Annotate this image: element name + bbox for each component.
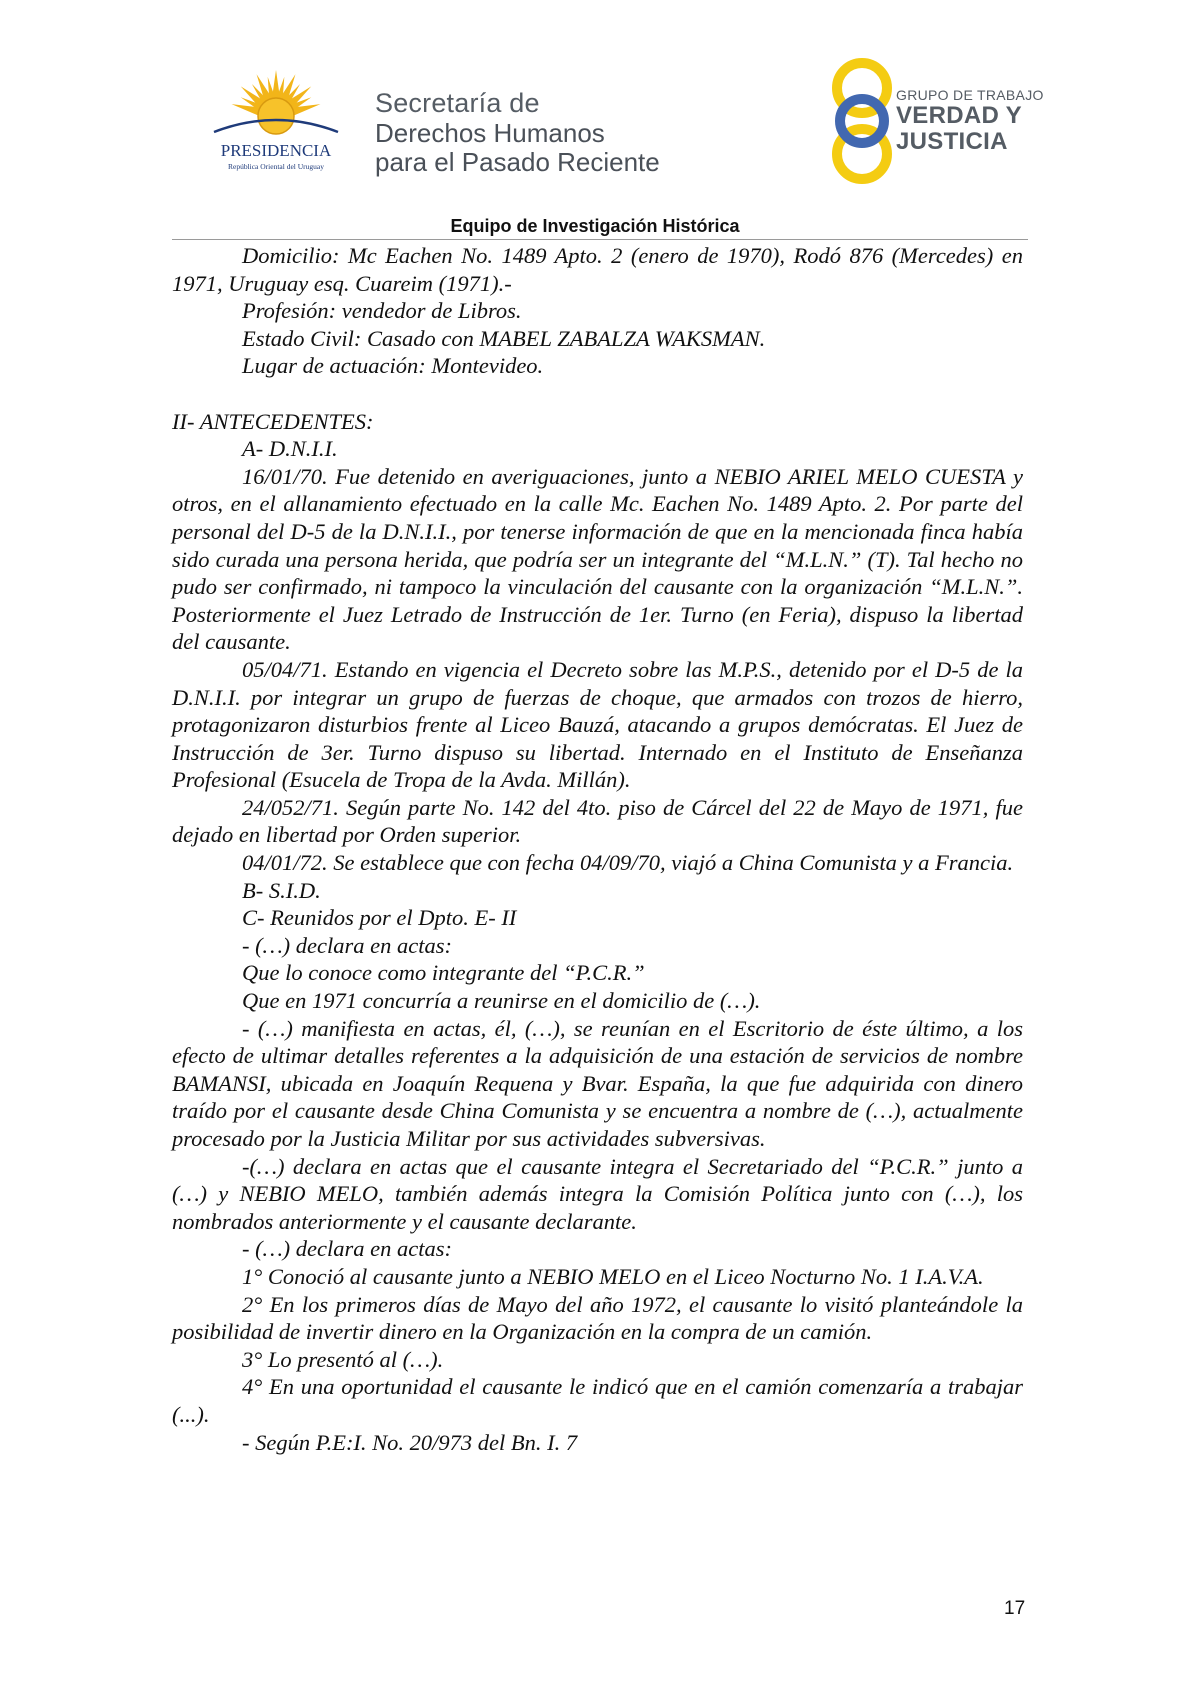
secretaria-line-3: para el Pasado Reciente (375, 147, 660, 177)
declara-actas-1: - (…) declara en actas: (242, 932, 452, 958)
grupo-line-1: GRUPO DE TRABAJO (896, 87, 1044, 103)
antecedentes-heading: II- ANTECEDENTES: (172, 408, 374, 434)
lugar-actuacion-line: Lugar de actuación: Montevideo. (242, 353, 544, 379)
paragraph-160170: 16/01/70. Fue detenido en averiguaciones, junto a NEBIO ARIEL MELO CUESTA y otros, en el allanamiento efectuado en la calle Mc. Eachen No. 1489 Apto. 2. Por parte del personal del D-5 de la D.N.I.I., por tenerse información de que en la mencionada finca había sido curada una persona herida, que podría ser un integrante del “M.L.N.” (T). Tal hecho no pudo ser confirmado, ni tampoco la vinculación del causante con la organización “M.L.N.”. Posteriormente el Juez Letrado de Instrucción de 1er. Turno (en Feria), dispuso la libertad del causante. (172, 463, 1023, 655)
item-4: 4° En una oportunidad el causante le indicó que en el camión comenzaría a trabajar (...). (172, 1374, 1023, 1427)
section-b-heading: B- S.I.D. (242, 877, 321, 903)
manifiesta-paragraph: - (…) manifiesta en actas, él, (…), se reunían en el Escritorio de éste último, a los efecto de ultimar detalles referentes a la adquisición de una estación de servicios de nombre BAMANSI, ubicada en Joaquín Requena y Bvar. España, la que fue adquirida con dinero traído por el causante desde China Comunista y se encuentra a nombre de (…), actualmente procesado por la Justicia Militar por sus actividades subversivas. (172, 1015, 1023, 1151)
profesion-line: Profesión: vendedor de Libros. (242, 298, 522, 324)
segun-pei-line: - Según P.E:I. No. 20/973 del Bn. I. 7 (242, 1429, 578, 1455)
paragraph-040172: 04/01/72. Se establece que con fecha 04/09/70, viajó a China Comunista y a Francia. (242, 850, 1014, 876)
blank-line (172, 380, 1023, 408)
grupo-trabajo-title (896, 87, 1044, 155)
item-1: 1° Conoció al causante junto a NEBIO MELO en el Liceo Nocturno No. 1 I.A.V.A. (242, 1263, 984, 1289)
paragraph-240571: 24/052/71. Según parte No. 142 del 4to. piso de Cárcel del 22 de Mayo de 1971, fue dejado en libertad por Orden superior. (172, 794, 1023, 848)
estado-civil-line: Estado Civil: Casado con MABEL ZABALZA WAKSMAN. (242, 325, 766, 351)
grupo-line-2: VERDAD Y (896, 102, 1022, 129)
section-c-heading: C- Reunidos por el Dpto. E- II (242, 905, 517, 931)
item-3: 3° Lo presentó al (…). (242, 1346, 444, 1372)
header-divider (172, 239, 1028, 240)
grupo-line-3: JUSTICIA (896, 128, 1008, 155)
secretaria-line-1: Secretaría de (375, 88, 540, 118)
presidencia-name: PRESIDENCIA (220, 141, 332, 160)
presidencia-subtitle: República Oriental del Uruguay (227, 162, 325, 171)
secretaria-title (375, 88, 660, 177)
page-number: 17 (1004, 1598, 1026, 1619)
domicilio-paragraph: Domicilio: Mc Eachen No. 1489 Apto. 2 (enero de 1970), Rodó 876 (Mercedes) en 1971, Uruguay esq. Cuareim (1971).- (172, 243, 1023, 296)
conoce-integrante-line: Que lo conoce como integrante del “P.C.R.” (242, 960, 645, 986)
secretariado-paragraph: -(…) declara en actas que el causante integra el Secretariado del “P.C.R.” junto a (…) y NEBIO MELO, también además integra la Comisión Política junto con (…), los nombrados anteriormente y el causante declarante. (172, 1153, 1023, 1234)
item-2: 2° En los primeros días de Mayo del año 1972, el causante lo visitó planteándole la posibilidad de invertir dinero en la Organización en la compra de un camión. (172, 1291, 1023, 1345)
letterhead (0, 0, 1190, 190)
team-title: Equipo de Investigación Histórica (450, 216, 740, 236)
concurria-line: Que en 1971 concurría a reunirse en el domicilio de (…). (242, 988, 761, 1014)
document-body (172, 242, 1023, 1456)
presidencia-sun-logo (196, 68, 356, 188)
section-a-heading: A- D.N.I.I. (242, 436, 338, 462)
secretaria-line-2: Derechos Humanos (375, 118, 605, 148)
paragraph-050471: 05/04/71. Estando en vigencia el Decreto sobre las M.P.S., detenido por el D-5 de la D.N.I.I. por integrar un grupo de fuerzas de choque, que armados con trozos de hierro, protagonizaron disturbios frente al Liceo Bauzá, atacando a grupos demócratas. El Juez de Instrucción de 3er. Turno dispuso su libertad. Internado en el Instituto de Enseñanza Profesional (Esucela de Tropa de la Avda. Millán). (172, 656, 1023, 793)
declara-actas-2: - (…) declara en actas: (242, 1236, 452, 1262)
